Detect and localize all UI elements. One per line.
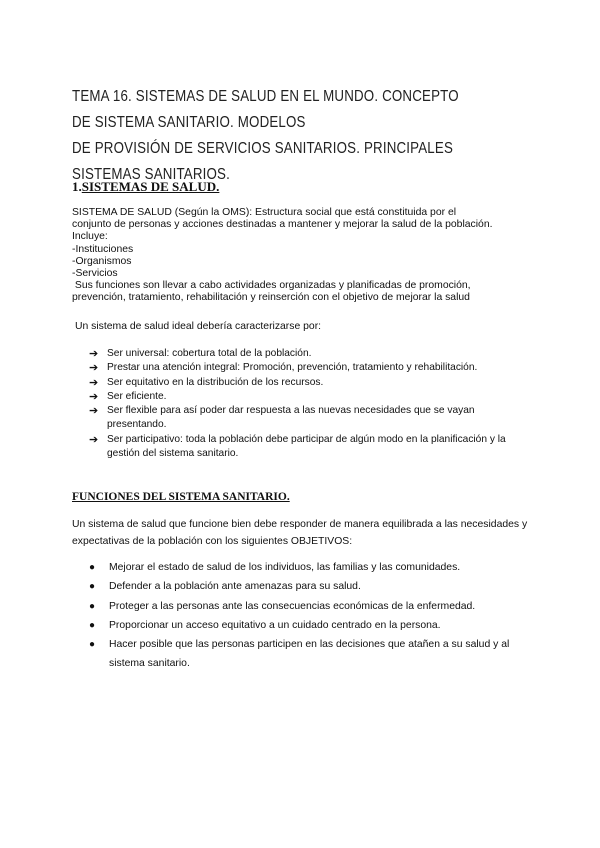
arrow-right-icon: ➔ [89,433,99,446]
list-item: ● Mejorar el estado de salud de los individuos, las familias y las comunidades. [89,558,539,577]
list-item: ➔ Ser equitativo en la distribución de los recursos. [89,376,324,389]
arrow-right-icon: ➔ [89,362,99,375]
page-title-line-2: DE PROVISIÓN DE SERVICIOS SANITARIOS. PRINCIPALES SISTEMAS SANITARIOS. [72,140,454,183]
list-item: ➔ Ser eficiente. [89,390,167,403]
characteristics-list [89,347,529,461]
page-title-line-1: TEMA 16. SISTEMAS DE SALUD EN EL MUNDO. CONCEPTO DE SISTEMA SANITARIO. MODELOS [72,88,459,131]
section-heading-sistemas-de-salud [72,179,219,195]
definition-line: -Instituciones [72,243,134,255]
bullet-dot-icon: ● [89,562,96,573]
definition-line: prevención, tratamiento, rehabilitación y reinserción con el objetivo de mejorar la salud [72,292,470,304]
definition-line: conjunto de personas y acciones destinadas a mantener y mejorar la salud de la población. [72,219,493,231]
definition-line: -Servicios [72,268,118,280]
list-item: ➔ Ser flexible para así poder dar respuesta a las nuevas necesidades que se vayan presentando. [89,405,475,431]
section-number: 1. [72,179,82,194]
section-heading-funciones: FUNCIONES DEL SISTEMA SANITARIO. [72,491,290,503]
section-heading-text: SISTEMAS DE SALUD. [81,179,220,194]
arrow-right-icon: ➔ [89,390,99,403]
bullet-dot-icon: ● [89,639,96,651]
definition-paragraph [72,207,532,305]
definition-line: Sus funciones son llevar a cabo actividades organizadas y planificadas de promoción, [72,280,471,292]
bullet-dot-icon: ● [89,581,96,593]
page-title [72,84,476,188]
bullet-dot-icon: ● [89,619,96,631]
list-item: ● Proporcionar un acceso equitativo a un cuidado centrado en la persona. [89,616,539,635]
functions-intro: Un sistema de salud que funcione bien debe responder de manera equilibrada a las necesidades y expectativas de la población con los siguientes OBJETIVOS: [72,519,528,547]
arrow-right-icon: ➔ [89,348,99,360]
list-item: ➔ Prestar una atención integral: Promoción, prevención, tratamiento y rehabilitación. [89,362,478,375]
definition-line: SISTEMA DE SALUD (Según la OMS): Estructura social que está constituida por el [72,207,457,218]
ideal-system-intro: Un sistema de salud ideal debería caracterizarse por: [75,321,322,332]
list-item: ➔ Ser participativo: toda la población debe participar de algún modo en la planificación y la gestión del sistema sanitario. [89,433,506,460]
list-item: ● Hacer posible que las personas participen en las decisiones que atañen a su salud y al sistema sanitario. [89,635,539,674]
list-item: ➔ Ser universal: cobertura total de la población. [89,348,312,360]
definition-line: -Organismos [72,255,132,267]
list-item: ● Proteger a las personas ante las consecuencias económicas de la enfermedad. [89,597,539,616]
definition-line: Incluye: [72,231,108,243]
list-item: ● Defender a la población ante amenazas para su salud. [89,577,539,596]
bullet-dot-icon: ● [89,600,96,612]
arrow-right-icon: ➔ [89,376,99,389]
arrow-right-icon: ➔ [89,405,99,418]
objectives-list [89,558,539,674]
